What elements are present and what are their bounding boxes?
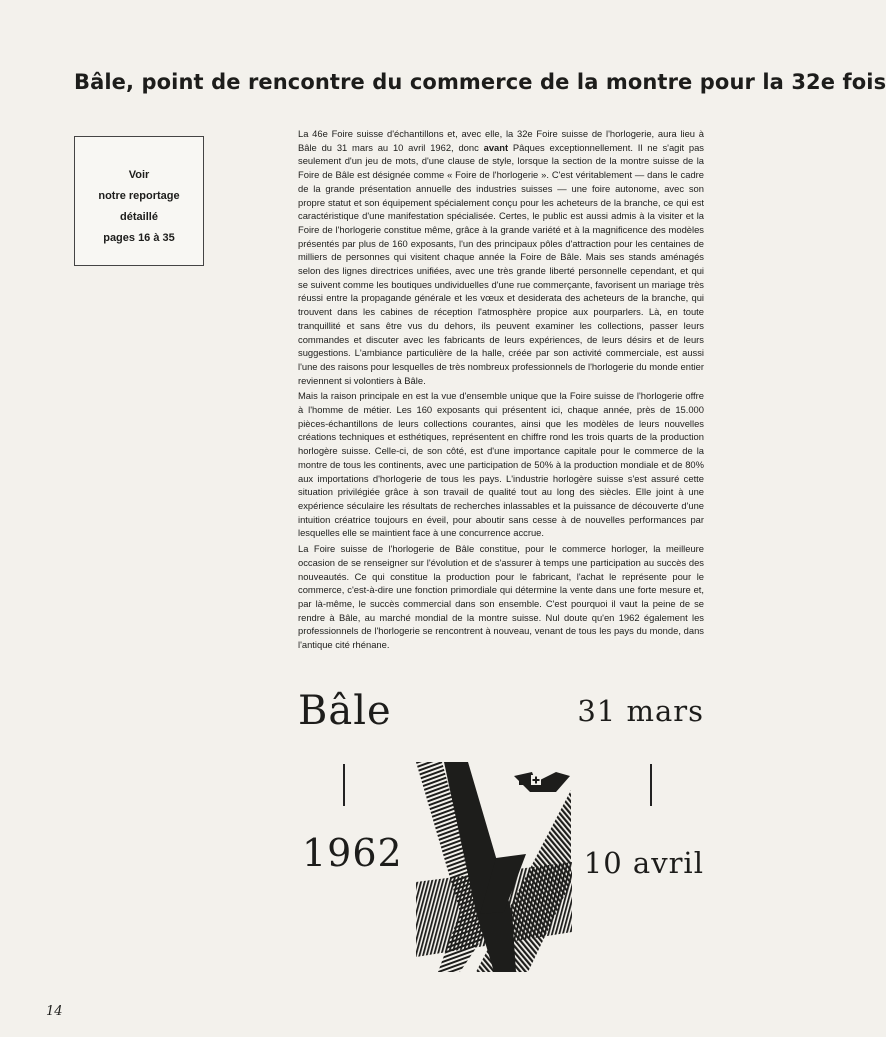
poster-end-date: 10 avril	[583, 846, 704, 880]
reportage-reference-box	[74, 136, 204, 266]
page-number: 14	[46, 1004, 63, 1019]
emphasis-avant: avant	[483, 141, 509, 153]
poster-start-date: 31 mars	[577, 694, 704, 728]
poster-divider-left	[343, 764, 345, 806]
poster-divider-right	[650, 764, 652, 806]
fair-emblem-icon	[416, 762, 572, 972]
paragraph-1-rest: Pâques exceptionnellement. Il ne s'agit pas seulement d'un jeu de mots, d'une clause de style, lorsque la section de la montre suisse de la Foire de Bâle est désignée comme « Foire de l'horlogerie ». C'est véritablement — dans le cadre de la grande présentation annuelle des industries suisses — une foire autonome, avec son propre statut et son équipement spécialement conçu pour les acheteurs de la branche, ce qui est caractéristique d'une manifestation spécialisée. Certes, le public est aussi admis à la visiter et la Foire de l'horlogerie constitue même, grâce à la grande variété et à la magnificence des modèles présentés par plus de 160 exposants, l'un des principaux pôles d'attraction pour les centaines de milliers de personnes qui visitent chaque année la Foire de Bâle. Mais ses stands aménagés selon des lignes directrices unifiées, avec une très grande liberté personnelle cependant, et qui se suivent comme les boutiques undividuelles d'une rue commerçante, favorisent un mariage très réussi entre la propagande générale et les vœux et desiderata des acheteurs de la branche, qui trouvent dans les cabines de réception l'atmosphère propice aux pourparlers. Là, en toute tranquillité et sans être vus du dehors, ils peuvent examiner les collections, passer leurs commandes et discuter avec les fabricants de leurs expériences, de leurs désirs et de leurs suggestions. L'ambiance particulière de la halle, créée par son activité commerciale, est aussi l'une des raisons pour lesquelles de très nombreux professionnels de l'horlogerie du monde entier reviennent si volontiers à Bâle.	[298, 141, 704, 386]
paragraph-1-start: La 46e Foire suisse d'échantillons et, avec elle, la 32e Foire suisse de l'horlogerie, aura lieu à Bâle du 31 mars au 10 avril 1962, donc	[298, 128, 704, 153]
page-title: Bâle, point de rencontre du commerce de la montre pour la 32e fois	[74, 70, 886, 95]
box-line-3: détaillé	[120, 211, 158, 223]
paragraph-1	[298, 127, 704, 387]
swiss-cross-crown-icon	[514, 772, 570, 792]
poster-year: 1962	[302, 831, 403, 875]
paragraph-3: La Foire suisse de l'horlogerie de Bâle constitue, pour le commerce horloger, la meilleure occasion de se renseigner sur l'évolution et de s'assurer à temps une participation au succès des nouveautés. Ce qui constitue la production pour le fabricant, l'achat le représente pour le commerce, c'est-à-dire une fonction primordiale qui détermine la vente dans une forte mesure et, par là-même, le succès commercial dans son ensemble. C'est pourquoi il vaut la peine de se rendre à Bâle, au marché mondial de la montre suisse. Nul doute qu'en 1962 également les professionnels de l'horlogerie se rencontrent à nouveau, venant de tous les pays du monde, dans l'antique cité rhénane.	[298, 543, 704, 651]
poster-city: Bâle	[298, 688, 392, 734]
box-line-4: pages 16 à 35	[103, 232, 175, 244]
box-line-1: Voir	[128, 169, 150, 181]
paragraph-2: Mais la raison principale en est la vue d'ensemble unique que la Foire suisse de l'horlogerie offre à l'homme de métier. Les 160 exposants qui présentent ici, chaque année, près de 15.000 pièces-échantillons de leurs collections courantes, ainsi que les modèles de leurs nouvelles créations techniques et esthétiques, représentent en chiffre rond les trois quarts de la production horlogère suisse. Celle-ci, de son côté, est d'une importance capitale pour le commerce de la montre de tous les continents, avec une participation de 50% à la production mondiale et de 80% aux importations d'horlogerie de tous les pays. L'industrie horlogère suisse s'est assuré cette situation privilégiée grâce à son travail de qualité tout au long des siècles. Elle joint à une expérience séculaire les résultats de recherches inlassables et la puissance de découverte d'une intuition créatrice toujours en éveil, pour aboutir sans cesse à de nouvelles performances par lesquelles elle se maintient face à une concurrence accrue.	[298, 390, 704, 539]
article-body	[298, 127, 704, 654]
box-line-2: notre reportage	[98, 190, 180, 202]
fair-poster	[298, 678, 704, 974]
